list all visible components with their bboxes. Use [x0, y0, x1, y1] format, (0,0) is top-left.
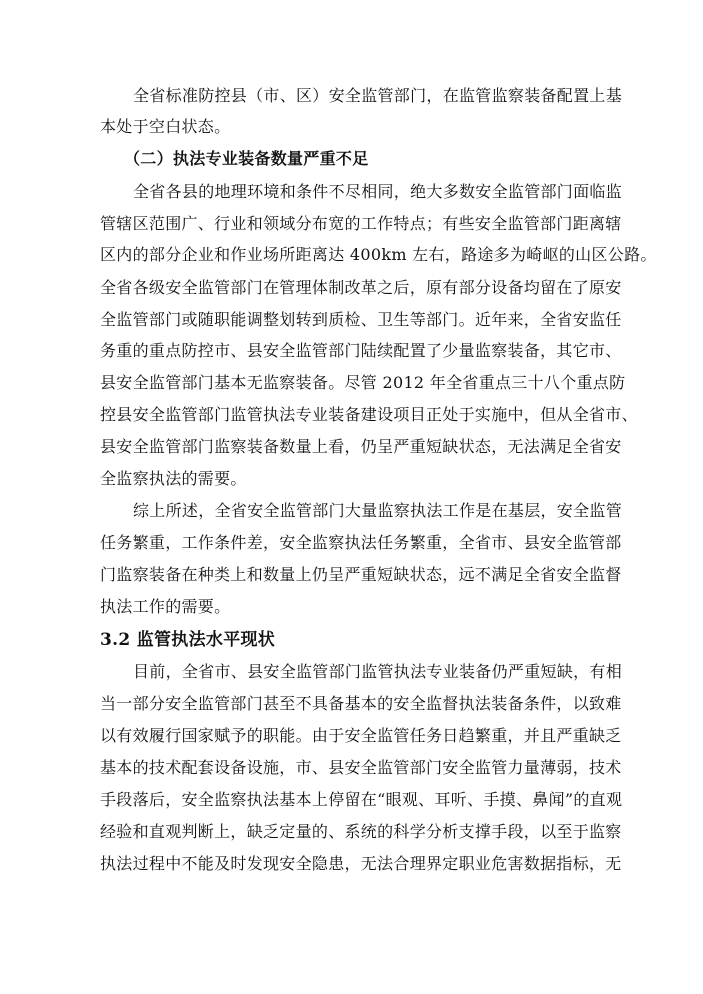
text-line: 县安全监管部门基本无监察装备。尽管 2012 年全省重点三十八个重点防 [100, 373, 626, 392]
text-line: 当一部分安全监管部门甚至不具备基本的安全监督执法装备条件，以致难 [100, 694, 622, 713]
text-line: 全省标准防控县（市、区）安全监管部门，在监管监察装备配置上基 [133, 86, 623, 105]
text-line: 本处于空白状态。 [100, 117, 231, 136]
text-line: 目前，全省市、县安全监管部门监管执法专业装备仍严重短缺，有相 [133, 662, 623, 681]
section-heading: （二）执法专业装备数量严重不足 [124, 149, 369, 168]
text-line: 综上所述，全省安全监管部门大量监察执法工作是在基层，安全监管 [133, 501, 623, 520]
text-line: 全省各县的地理环境和条件不尽相同，绝大多数安全监管部门面临监 [133, 182, 623, 201]
text-line: 控县安全监管部门监管执法专业装备建设项目正处于实施中，但从全省市、 [100, 405, 638, 424]
text-line: 全监管部门或随职能调整划转到质检、卫生等部门。近年来，全省安监任 [100, 310, 622, 329]
text-line: 务重的重点防控市、县安全监管部门陆续配置了少量监察装备，其它市、 [100, 341, 622, 360]
text-line: 全监察执法的需要。 [100, 469, 247, 488]
text-line: 管辖区范围广、行业和领域分布宽的工作特点；有些安全监管部门距离辖 [100, 214, 622, 233]
text-line: 以有效履行国家赋予的职能。由于安全监管任务日趋繁重，并且严重缺乏 [100, 726, 622, 745]
section-heading: 3.2 监管执法水平现状 [100, 630, 276, 650]
text-line: 基本的技术配套设备设施，市、县安全监管部门安全监管力量薄弱，技术 [100, 758, 622, 777]
text-line: 执法过程中不能及时发现安全隐患，无法合理界定职业危害数据指标，无 [100, 854, 622, 873]
text-line: 县安全监管部门监察装备数量上看，仍呈严重短缺状态，无法满足全省安 [100, 437, 622, 456]
text-line: 手段落后，安全监察执法基本上停留在“眼观、耳听、手摸、鼻闻”的直观 [100, 790, 623, 809]
text-line: 任务繁重，工作条件差，安全监察执法任务繁重，全省市、县安全监管部 [100, 533, 622, 552]
text-line: 经验和直观判断上，缺乏定量的、系统的科学分析支撑手段，以至于监察 [100, 822, 622, 841]
text-line: 区内的部分企业和作业场所距离达 400km 左右，路途多为崎岖的山区公路。 [100, 245, 657, 264]
text-line: 门监察装备在种类上和数量上仍呈严重短缺状态，远不满足全省安全监督 [100, 565, 622, 584]
text-line: 全省各级安全监管部门在管理体制改革之后，原有部分设备均留在了原安 [100, 278, 622, 297]
text-line: 执法工作的需要。 [100, 597, 231, 616]
